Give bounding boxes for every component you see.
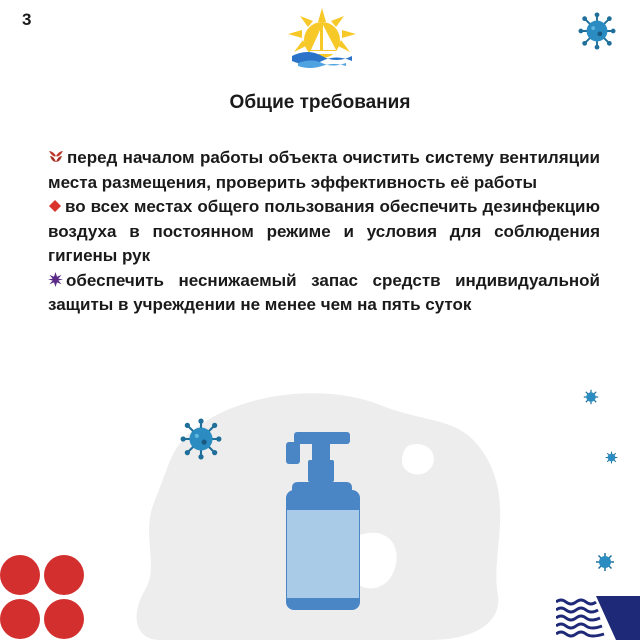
red-diamond-icon xyxy=(48,199,62,213)
red-dots-decoration xyxy=(0,554,90,640)
virus-icon xyxy=(605,451,618,464)
requirements-list xyxy=(48,146,600,318)
requirement-text: во всех местах общего пользования обеспечить дезинфекцию воздуха в постоянном режиме и условия для соблюдения гигиены рук xyxy=(48,197,600,265)
requirement-item-ppe-stock xyxy=(48,269,600,318)
red-leaves-icon xyxy=(48,150,64,164)
virus-icon xyxy=(595,552,615,572)
virus-icon xyxy=(578,12,616,50)
sun-sailboat-logo-icon xyxy=(286,8,358,70)
requirement-item-disinfection xyxy=(48,195,600,269)
purple-star-icon xyxy=(48,272,63,287)
page-number: 3 xyxy=(22,10,32,29)
requirement-item-ventilation xyxy=(48,146,600,195)
virus-icon xyxy=(180,418,222,460)
section-title: Общие требования xyxy=(229,92,411,113)
sanitizer-bottle-icon xyxy=(282,432,372,612)
requirement-text: перед началом работы объекта очистить систему вентиляции места размещения, проверить эффективность её работы xyxy=(48,148,600,192)
waves-decoration xyxy=(556,596,640,640)
requirement-text: обеспечить неснижаемый запас средств индивидуальной защиты в учреждении не менее чем на пять суток xyxy=(48,270,600,314)
virus-icon xyxy=(583,389,599,405)
